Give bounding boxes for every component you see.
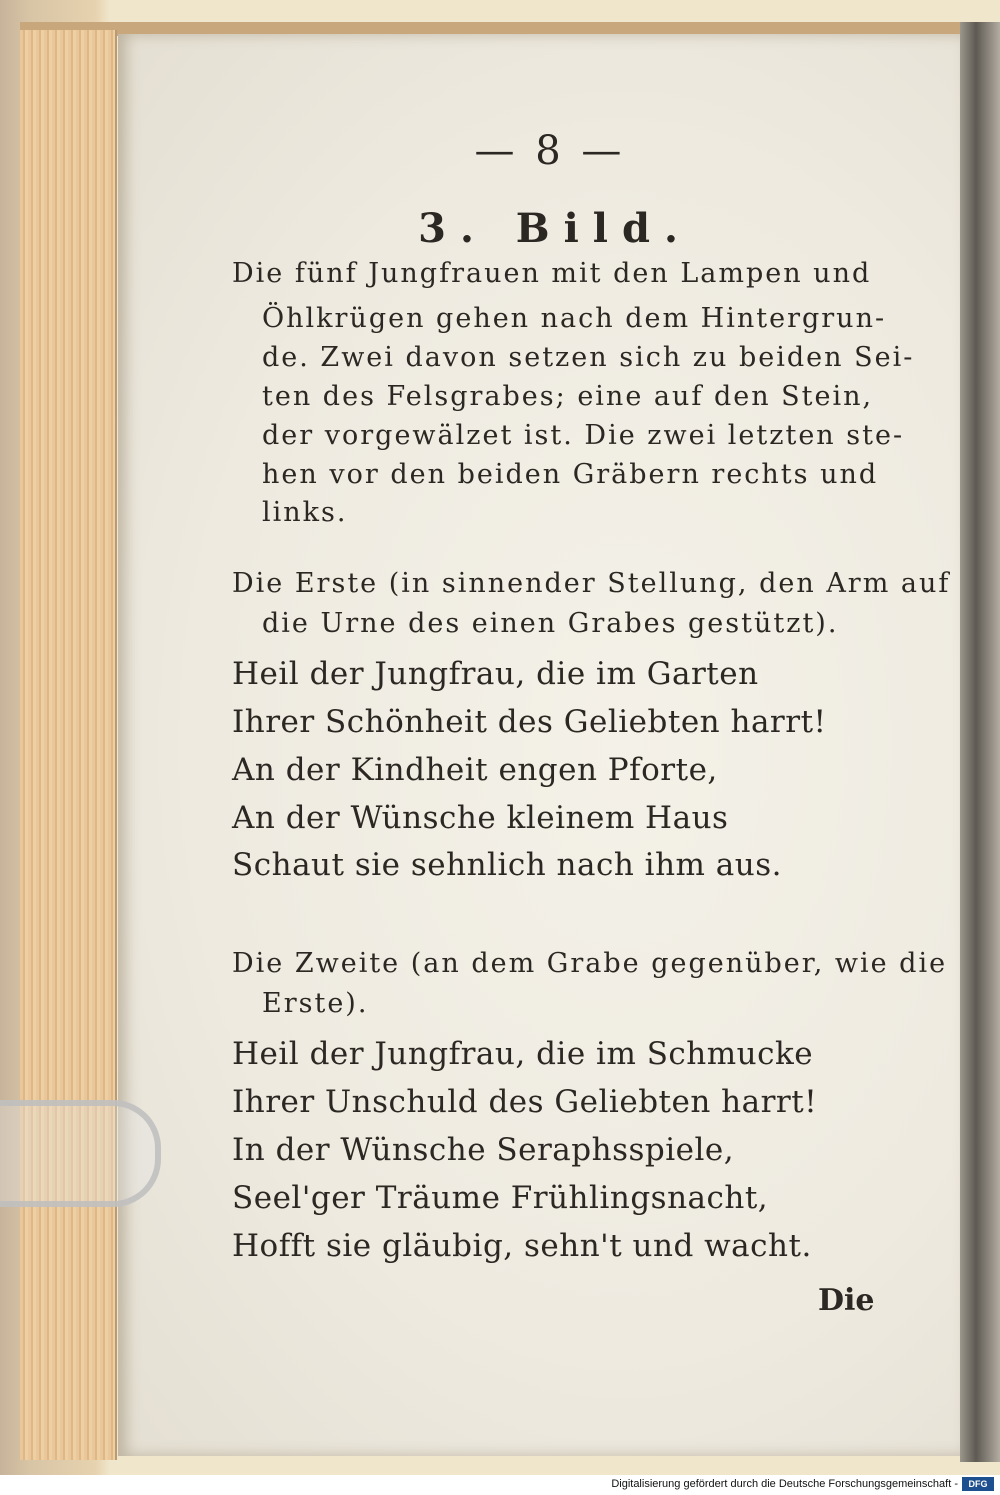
digitization-footer (0, 1475, 1000, 1495)
stage-direction-line: Öhlkrügen gehen nach dem Hintergrun- (262, 303, 887, 334)
page-number: — 8 — (474, 128, 626, 174)
stage-direction-line: der vorgewälzet ist. Die zwei letzten ste- (262, 420, 905, 451)
stage-direction-line: de. Zwei davon setzen sich zu beiden Sei- (262, 342, 915, 373)
speaker-line: Erste). (262, 988, 369, 1019)
speaker-line: Die Zweite (an dem Grabe gegenüber, wie die (232, 948, 948, 979)
verse-line: Heil der Jungfrau, die im Garten (232, 656, 759, 692)
verse-line: Ihrer Schönheit des Geliebten harrt! (232, 704, 827, 740)
verse-line: Heil der Jungfrau, die im Schmucke (232, 1036, 814, 1072)
footer-credit: Digitalisierung gefördert durch die Deutsche Forschungsgemeinschaft - (611, 1478, 958, 1490)
stage-direction-line: ten des Felsgrabes; eine auf den Stein, (262, 381, 874, 412)
verse-line: Seel'ger Träume Frühlingsnacht, (232, 1180, 769, 1216)
stage-direction-line: links. (262, 497, 348, 528)
dfg-logo: DFG (962, 1477, 994, 1491)
verse-line: An der Wünsche kleinem Haus (232, 800, 729, 836)
verse-line: Schaut sie sehnlich nach ihm aus. (232, 847, 783, 883)
verse-line: Hofft sie gläubig, sehn't und wacht. (232, 1228, 812, 1264)
scene-heading: 3. Bild. (418, 205, 692, 252)
verse-line: Ihrer Unschuld des Geliebten harrt! (232, 1084, 818, 1120)
verse-line: An der Kindheit engen Pforte, (232, 752, 718, 788)
catchword: Die (818, 1283, 875, 1318)
stage-direction-line: Die fünf Jungfrauen mit den Lampen und (232, 258, 872, 289)
speaker-line: Die Erste (in sinnender Stellung, den Arm auf (232, 568, 951, 599)
stage-direction-line: hen vor den beiden Gräbern rechts und (262, 459, 879, 490)
verse-line: In der Wünsche Seraphsspiele, (232, 1132, 735, 1168)
speaker-line: die Urne des einen Grabes gestützt). (262, 608, 839, 639)
